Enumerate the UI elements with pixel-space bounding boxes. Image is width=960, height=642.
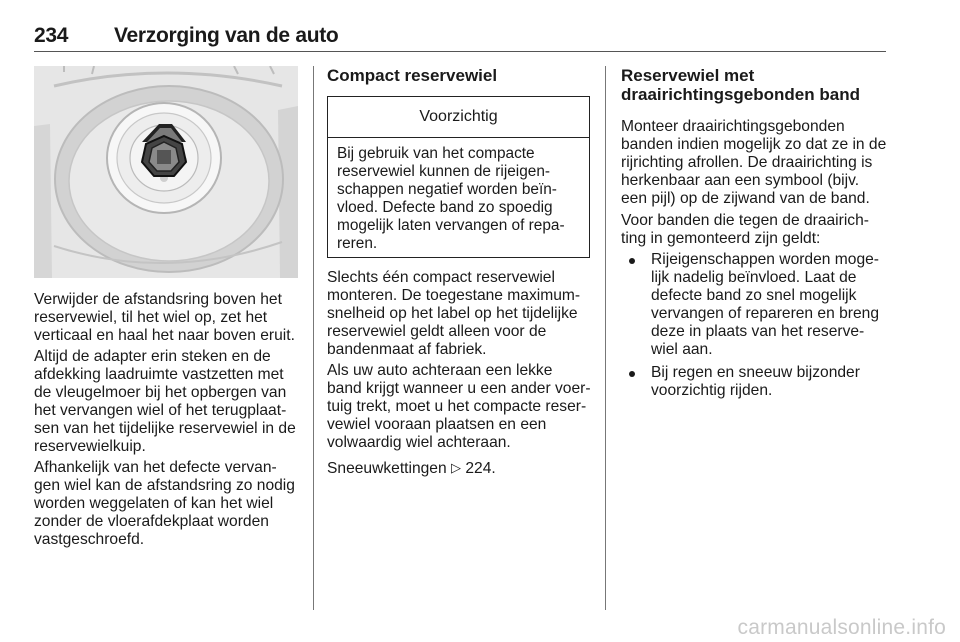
caution-title: Voorzichtig: [328, 97, 589, 138]
paragraph: Afhankelijk van het defecte vervan- gen wiel kan de afstandsring zo nodig worden weggelaten of kan het wiel zonder de vloerafdekplaat worden vastgeschroefd.: [34, 459, 295, 549]
list-item: Rijeigenschappen worden moge- lijk nadelig beïnvloed. Laat de defecte band zo snel mogelijk vervangen of repareren en breng deze in plaats van het reserve- wiel aan.: [651, 251, 879, 360]
reference-arrow-icon: ▷: [451, 460, 461, 475]
header-rule: [34, 51, 886, 52]
column-divider-1: [313, 66, 314, 610]
bullet-icon: [629, 371, 635, 377]
watermark: carmanualsonline.info: [737, 616, 946, 639]
section-heading: Reservewiel met draairichtingsgebonden band: [621, 66, 860, 104]
page-header: [34, 24, 886, 50]
paragraph: Als uw auto achteraan een lekke band krijgt wanneer u een ander voer- tuig trekt, moet u het compacte reser- vewiel vooraan plaatsen en een volwaardig wiel achteraan.: [327, 362, 591, 452]
paragraph: Monteer draairichtingsgebonden banden indien mogelijk zo dat ze in de rijrichting afrollen. De draairichting is herkenbaar aan een symbool (bijv. een pijl) op de zijwand van de band.: [621, 118, 887, 208]
paragraph: Altijd de adapter erin steken en de afdekking laadruimte vastzetten met de vleugelmoer bij het opbergen van het vervangen wiel of het terugplaat- sen van het tijdelijke reservewiel in de reservewielkuip.: [34, 348, 296, 456]
section-heading: Compact reservewiel: [327, 66, 498, 85]
cross-reference[interactable]: Sneeuwkettingen ▷ 224.: [327, 460, 496, 477]
spare-wheel-illustration: [34, 66, 298, 278]
column-divider-2: [605, 66, 606, 610]
caution-box: [327, 96, 590, 258]
list-item: Bij regen en sneeuw bijzonder voorzichtig rijden.: [651, 364, 860, 400]
chapter-title: Verzorging van de auto: [114, 24, 339, 47]
caution-text: Bij gebruik van het compacte reservewiel kunnen de rijeigen- schappen negatief worden beïn- vloed. Defecte band zo spoedig mogelijk laten vervangen of repa- reren.: [337, 145, 565, 253]
paragraph: Slechts één compact reservewiel monteren. De toegestane maximum- snelheid op het label op het tijdelijke reservewiel geldt alleen voor de bandenmaat af fabriek.: [327, 269, 581, 359]
paragraph: Verwijder de afstandsring boven het reservewiel, til het wiel op, zet het verticaal en haal het naar boven eruit.: [34, 291, 295, 345]
page-number: 234: [34, 24, 69, 47]
paragraph: Voor banden die tegen de draairich- ting in gemonteerd zijn geldt:: [621, 212, 869, 248]
bullet-icon: [629, 258, 635, 264]
